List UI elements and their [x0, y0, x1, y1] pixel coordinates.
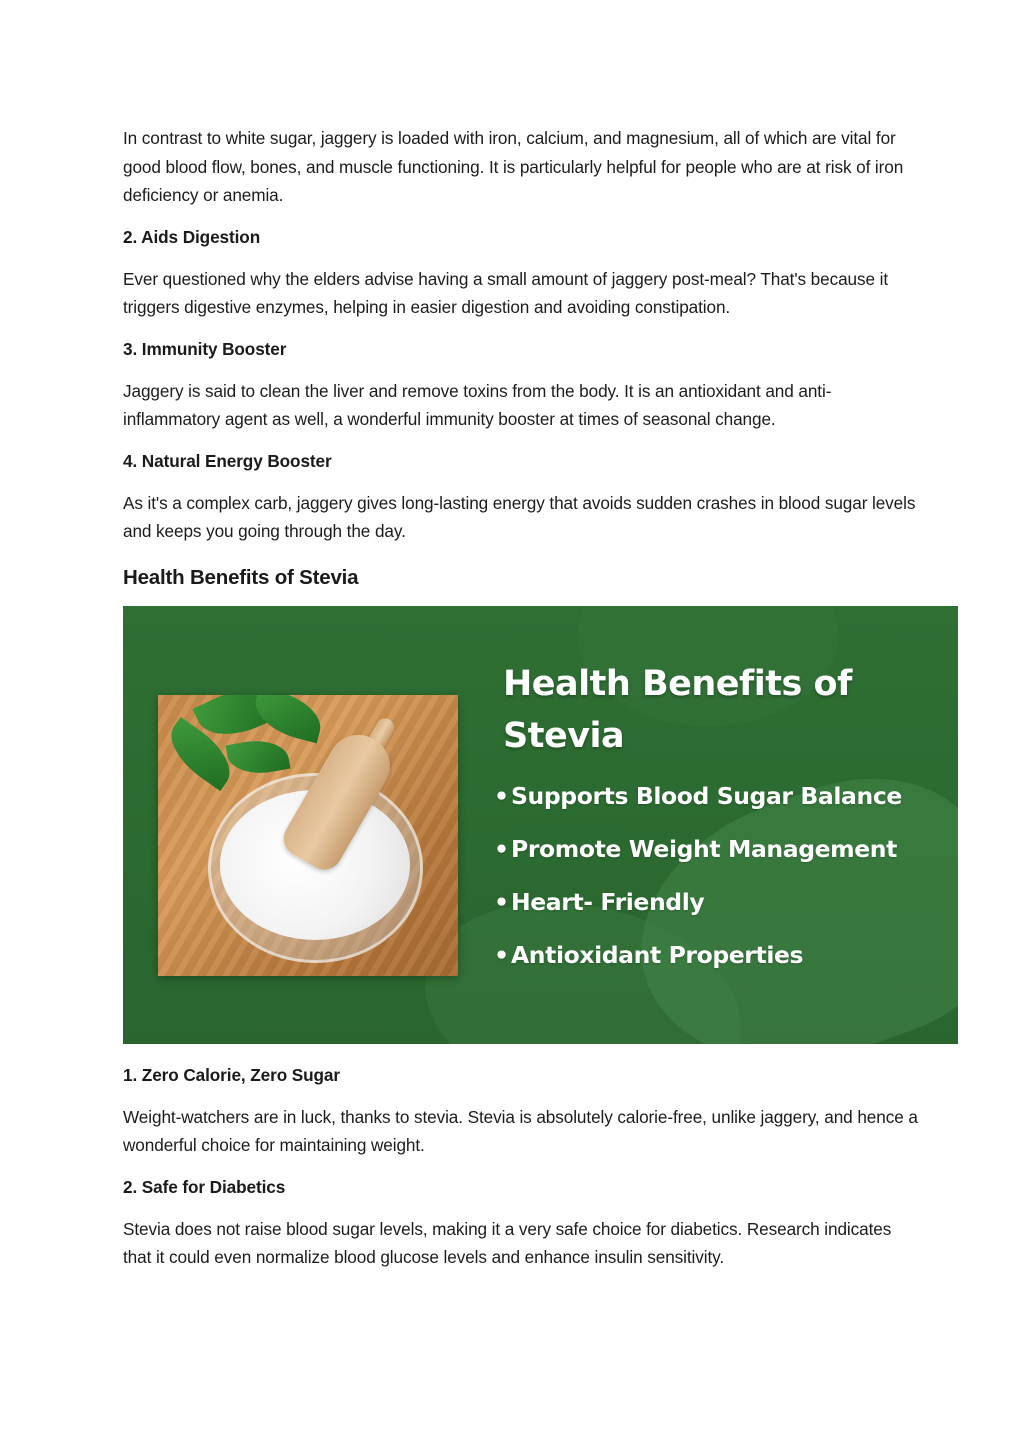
bullet-icon: •: [494, 834, 509, 863]
banner-benefit-item: • Promote Weight Management: [494, 823, 902, 876]
bullet-icon: •: [494, 887, 509, 916]
benefit-text-immunity-booster: Jaggery is said to clean the liver and remove toxins from the body. It is an antioxidant and anti-inflammatory agent as well, a wonderful immunity booster at times of seasonal change.: [123, 380, 832, 429]
banner-benefit-item: • Heart- Friendly: [494, 876, 902, 929]
bullet-icon: •: [494, 781, 509, 810]
bullet-icon: •: [494, 940, 509, 969]
benefit-text-zero-calorie: Weight-watchers are in luck, thanks to stevia. Stevia is absolutely calorie-free, unlike jaggery, and hence a wonderful choice for maintaining weight.: [123, 1106, 918, 1155]
benefit-text-aids-digestion: Ever questioned why the elders advise having a small amount of jaggery post-meal? That's because it triggers digestive enzymes, helping in easier digestion and avoiding constipation.: [123, 268, 889, 317]
banner-benefit-item: • Supports Blood Sugar Balance: [494, 770, 902, 823]
section-heading-stevia: Health Benefits of Stevia: [123, 565, 359, 589]
banner-benefit-list: [494, 770, 902, 982]
stevia-bowl-photo: [158, 695, 458, 976]
benefit-heading-zero-calorie: 1. Zero Calorie, Zero Sugar: [123, 1064, 340, 1085]
benefit-text-safe-for-diabetics: Stevia does not raise blood sugar levels, making it a very safe choice for diabetics. Research indicates that it could even normalize blood glucose levels and enhance insulin sensitivity.: [123, 1218, 892, 1267]
benefit-heading-aids-digestion: 2. Aids Digestion: [123, 226, 261, 247]
document-page: [123, 124, 923, 1272]
benefit-heading-immunity-booster: 3. Immunity Booster: [123, 338, 287, 359]
benefit-heading-energy-booster: 4. Natural Energy Booster: [123, 450, 332, 471]
benefit-heading-safe-for-diabetics: 2. Safe for Diabetics: [123, 1176, 286, 1197]
stevia-benefits-banner: [123, 606, 958, 1044]
benefit-text-energy-booster: As it's a complex carb, jaggery gives long-lasting energy that avoids sudden crashes in blood sugar levels and keeps you going through the day.: [123, 492, 916, 541]
intro-paragraph: In contrast to white sugar, jaggery is loaded with iron, calcium, and magnesium, all of which are vital for good blood flow, bones, and muscle functioning. It is particularly helpful for people who are at risk of iron deficiency or anemia.: [123, 128, 904, 205]
banner-title: Health Benefits of Stevia: [503, 663, 852, 756]
banner-benefit-item: • Antioxidant Properties: [494, 929, 902, 982]
